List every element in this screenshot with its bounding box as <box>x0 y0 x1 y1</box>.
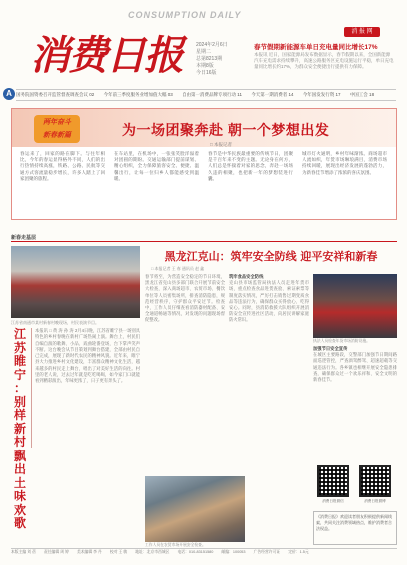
feature-title[interactable]: 为一场团聚奔赴 朝一个梦想出发 <box>122 122 330 138</box>
footer-item: 广告经营许可证 <box>253 550 281 554</box>
title-line: 别样 <box>13 394 26 422</box>
index-item[interactable]: 今年国发发行资 17 <box>302 92 341 97</box>
title-divider <box>31 328 33 448</box>
masthead-headline[interactable]: 春节假期新能源车单日充电量同比增长17% <box>254 44 378 51</box>
main-article-title[interactable]: 黑龙江克山：筑牢安全防线 迎平安祥和新春 <box>164 250 378 263</box>
masthead-headline-body: 本报讯 近日，国家能源局发布数据显示，春节假期以来，全国新能源汽车充电需求持续攀升，高速公路服务区充电设施运行平稳，单日充电量同比增长约17%，为群众安全便捷出行提供有力保障。 <box>254 52 394 69</box>
sub-heading: 加强节日安全宣传 <box>313 346 348 351</box>
title-line: 飘出 <box>13 448 26 476</box>
newspaper-logo: 消费日报 <box>30 32 182 79</box>
title-line: ： <box>13 381 26 395</box>
index-item[interactable]: 今天第一期消费者 14 <box>251 92 294 97</box>
footer-item: 责任编辑 周 婷 <box>43 550 69 554</box>
main-article-photo-secondary[interactable] <box>145 476 245 542</box>
section-label: 新春走基层 <box>11 235 37 241</box>
footer-item: 邮编：100053 <box>221 550 246 554</box>
index-item[interactable]: 国务院国资委召开监管督查调查会议 02 <box>16 92 95 97</box>
title-line: 江苏 <box>13 327 26 355</box>
sub-heading: 筑牢食品安全防线 <box>229 274 264 279</box>
english-name: CONSUMPTION DAILY <box>128 10 242 20</box>
masthead <box>0 0 407 88</box>
issue-line: 总第8213期 <box>196 56 223 62</box>
photo-caption: 执法人员检查年货市场消防设施。 <box>313 339 370 343</box>
title-line: 新村 <box>13 421 26 449</box>
footer-item: 本版主编 刘 蓓 <box>11 550 36 554</box>
left-article-title[interactable] <box>11 328 29 531</box>
feature-tag <box>34 115 80 143</box>
top-tag[interactable]: 消 报 网 <box>344 27 380 37</box>
left-photo-caption: 江苏省南通市某村新春村晚现场，村民表演节目。 <box>11 320 99 325</box>
wechat-qr-code[interactable] <box>317 465 349 497</box>
footer-item: 校对 王 敏 <box>109 550 128 554</box>
footer-item: 定价：1.5元 <box>288 550 309 554</box>
feature-article <box>11 108 397 220</box>
title-line: 睢宁 <box>13 354 26 382</box>
footer-item: 地址：北京市西城区 <box>135 550 170 554</box>
column-text: 克山县市场监管局执法人员走进年货市场，重点检查食品进货查验、索证索票等制度落实情况，严厉打击销售过期变质食品等违法行为，确保群众买得放心、吃得安心。同时，县消防救援大队组织开展消防安全宣传进社区活动，向居民讲解家庭防火常识。 <box>229 280 309 323</box>
title-line: 土味 <box>13 475 26 503</box>
footer-item: 电话：010-83151580 <box>177 550 214 554</box>
feature-column: 春节是中华民族最重要的传统节日，团聚是千百年来不变的主题。无论身在何方，人们总是怀揣着对家的思念，奔赴一场场久违的相聚，也把新一年的梦想装进行囊。 <box>208 151 293 181</box>
weibo-qr-code[interactable] <box>359 465 391 497</box>
left-article-body: 本报讯 □ 黄 涛 孙 涛 2月4日晚，江苏省睢宁县一场别具特色的乡村春晚在新村广场热闹上演。舞台上，村民们自编自演的歌舞、小品、戏曲轮番登场，台下掌声笑声不断。这台晚会从节目策划到舞台搭建，全部由村民自己完成，展现了新时代农民的精神风貌。近年来，睢宁县大力推进乡村文化建设，丰富群众精神文化生活，越来越多的村民走上舞台，唱出了对美好生活的向往。村里的老人说，过去过年就是吃吃喝喝，如今家门口就能看到精彩演出，年味更浓了，日子更有奔头了。 <box>35 328 140 384</box>
section-letter-badge: A <box>3 88 15 100</box>
index-item[interactable]: 自由第一消费品牌专项行动 11 <box>182 92 242 97</box>
left-article <box>11 246 140 541</box>
main-article-column <box>145 274 225 498</box>
feature-byline: □ 本报记者 <box>210 142 232 147</box>
index-item[interactable]: 今年前三季度服务业增加值大幅 03 <box>103 92 173 97</box>
column-text: 在城区主要路段，交警部门加强节日期间路面巡逻管控，严查酒驾醉驾、超速超载等交通违法行为。各乡镇也相继开展安全隐患排查，确保群众过一个欢乐祥和、安全文明的新春佳节。 <box>313 352 397 383</box>
page-footer <box>11 548 397 562</box>
issue-line: 今日16版 <box>196 70 217 76</box>
feature-column: 春运来了，回家的路在脚下。与往年相比，今年的春运显得格外不同，人们的出行热情持续高涨，铁路、公路、民航等交通方式客流量稳步增长，许多人踏上了回家团聚的旅程。 <box>20 151 105 181</box>
issue-line: 本期8版 <box>196 63 214 69</box>
main-article-column <box>229 274 309 498</box>
main-article-byline: □ 本报记者 王 春 通讯员 赵 鑫 <box>151 266 205 271</box>
issue-line: 星期二 <box>196 49 212 55</box>
photo-caption: 工作人员在农贸市场开展安全检查。 <box>145 543 206 547</box>
qr-caption: 消费日报微博 <box>364 499 386 503</box>
main-article-photo[interactable] <box>313 274 397 338</box>
issue-info <box>196 42 251 77</box>
footer-item: 美术编辑 李 丹 <box>76 550 102 554</box>
feature-tag-line: 两年奋斗 <box>43 119 71 126</box>
left-article-photo[interactable] <box>11 246 140 318</box>
title-line: 欢歌 <box>13 502 26 530</box>
column-text: 春节将至，为营造安全稳定的节日环境，黑龙江省克山县多部门联合开展节前安全大检查，深入商场超市、农贸市场、餐饮单位等人员密集场所，排查消防隐患，规范经营秩序，守护群众平安过节。检查中，工作人员仔细查看消防器材配备、安全通道畅通等情况，对发现的问题现场督促整改。 <box>145 274 225 323</box>
feature-tag-line: 新春新篇 <box>43 132 71 139</box>
index-item[interactable]: 中国工会 18 <box>349 92 375 97</box>
index-bar <box>16 89 396 101</box>
reader-notice: 《消费日报》欢迎读者朋友积极提供新闻线索，共同关注消费领域热点，维护消费者合法权益。 <box>313 511 397 545</box>
main-article-column <box>313 346 397 461</box>
feature-column: 在车站里，在机场中，一张张笑脸洋溢着对团圆的期盼。交通运输部门提前谋划、精心组织，全力保障旅客安全、便捷、温馨出行，让每一位归乡人都能感受到温暖。 <box>114 151 199 181</box>
section-rule <box>11 241 397 242</box>
issue-line: 2024年2月6日 <box>196 42 228 48</box>
feature-column: 城市灯火通明，乡村年味渐浓。商场超市人流如织，年货市场琳琅满目，消费市场持续回暖，展现出经济发展的蓬勃活力，为新春佳节增添了浓浓的喜庆氛围。 <box>302 151 387 175</box>
main-article <box>145 246 397 546</box>
qr-caption: 消费日报微信 <box>322 499 344 503</box>
